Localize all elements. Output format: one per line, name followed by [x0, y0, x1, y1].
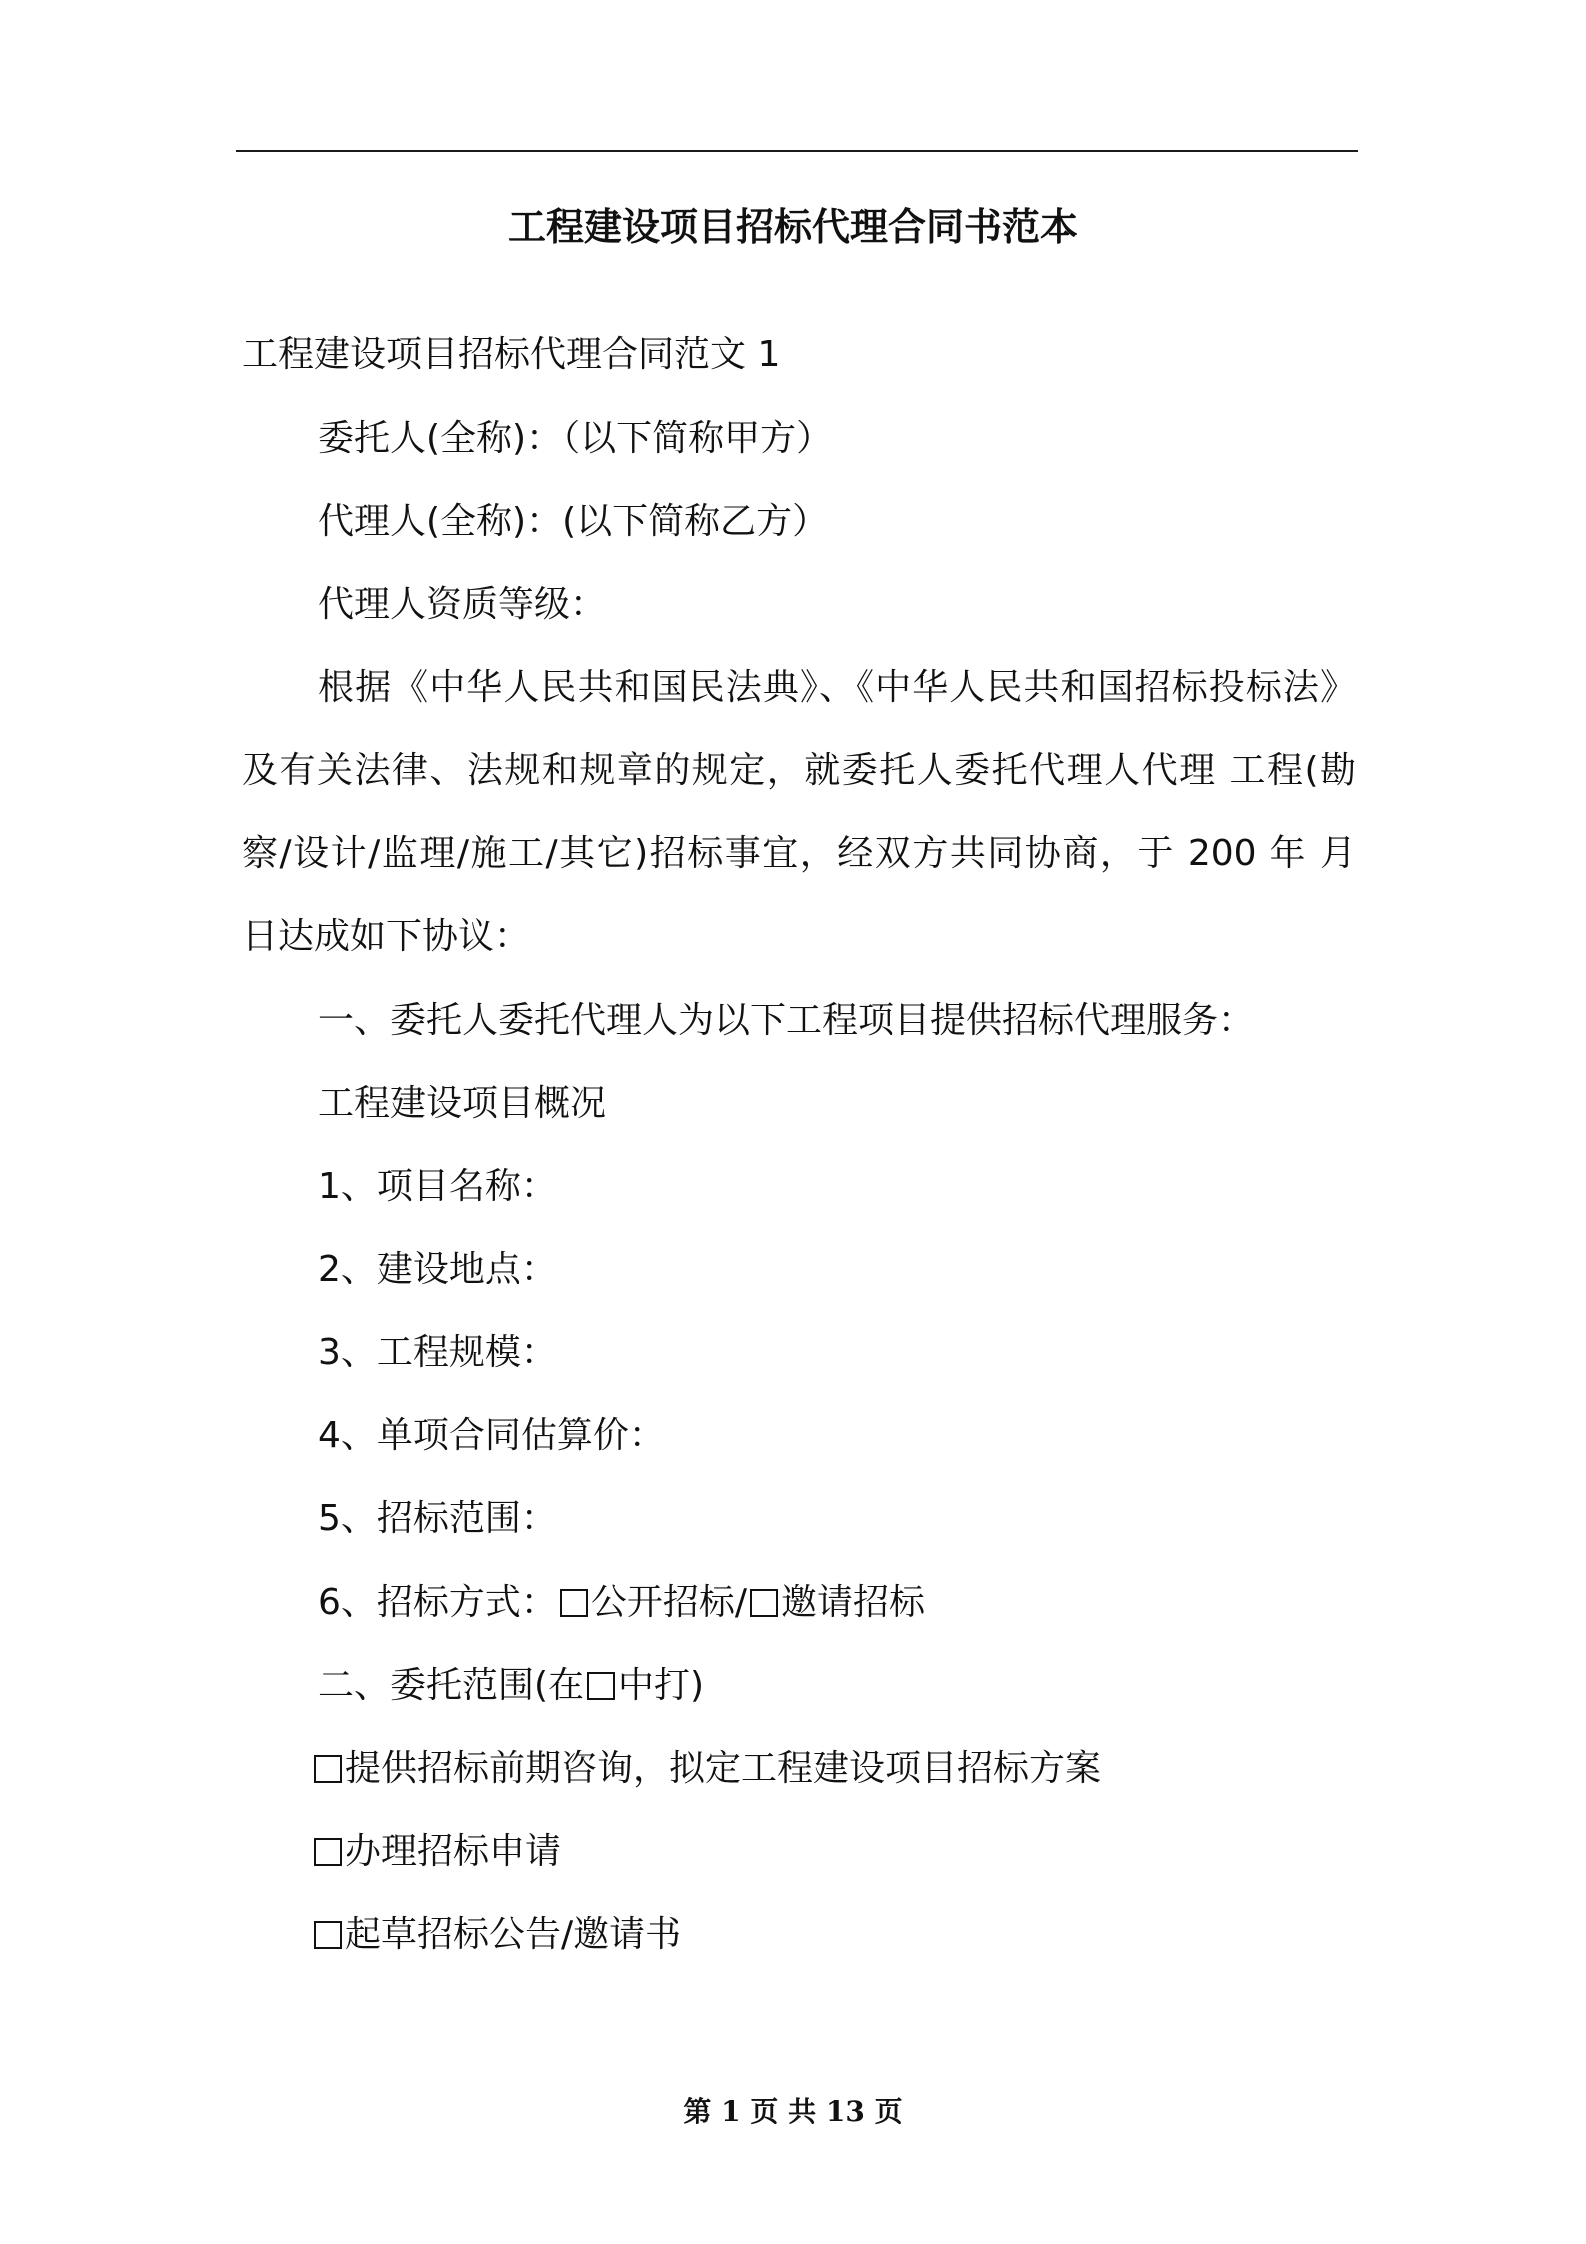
- announcement-checkbox[interactable]: [314, 1921, 342, 1949]
- paragraph-line-1: 根据《中华人民共和国民法典》、《中华人民共和国招标投标法》: [318, 667, 1356, 708]
- consulting-checkbox[interactable]: [314, 1755, 342, 1783]
- document-title: 工程建设项目招标代理合同书范本: [507, 205, 1078, 249]
- scope-item-announcement: [314, 1910, 681, 1960]
- scope-item-consulting: [314, 1744, 1101, 1794]
- section-2-prefix: 二、委托范围(在: [318, 1665, 585, 1706]
- document-subtitle: 工程建设项目招标代理合同范文 1: [242, 334, 781, 375]
- open-tender-checkbox[interactable]: [560, 1589, 588, 1617]
- item-estimated-price: 4、单项合同估算价：: [318, 1415, 665, 1456]
- item-tender-scope: 5、招标范围：: [318, 1498, 557, 1539]
- item-project-name: 1、项目名称：: [318, 1166, 557, 1207]
- item-tender-method: [318, 1578, 925, 1628]
- item-construction-site: 2、建设地点：: [318, 1249, 557, 1290]
- paragraph-line-2: 及有关法律、法规和规章的规定，就委托人委托代理人代理 工程(勘: [242, 750, 1356, 791]
- application-checkbox[interactable]: [314, 1838, 342, 1866]
- client-line: 委托人(全称)：（以下简称甲方）: [318, 418, 833, 459]
- section-2-suffix: 中打): [618, 1665, 705, 1706]
- item-project-scale: 3、工程规模：: [318, 1332, 557, 1373]
- consulting-label: 提供招标前期咨询，拟定工程建设项目招标方案: [345, 1748, 1102, 1789]
- invited-tender-checkbox[interactable]: [750, 1589, 778, 1617]
- scope-item-application: [314, 1827, 561, 1877]
- example-checkbox: [587, 1672, 615, 1700]
- agent-qualification-line: 代理人资质等级：: [318, 584, 607, 625]
- section-1-heading: 一、委托人委托代理人为以下工程项目提供招标代理服务：: [318, 1000, 1255, 1041]
- invited-tender-label: 邀请招标: [781, 1582, 926, 1623]
- agent-line: 代理人(全称)：(以下简称乙方）: [318, 501, 829, 542]
- paragraph-line-4: 日达成如下协议：: [242, 916, 531, 957]
- page-number-footer: 第 1 页 共 13 页: [683, 2095, 903, 2128]
- application-label: 办理招标申请: [345, 1831, 562, 1872]
- announcement-label: 起草招标公告/邀请书: [345, 1914, 682, 1955]
- header-rule: [236, 150, 1358, 152]
- section-2-heading: [318, 1661, 704, 1711]
- open-tender-label: 公开招标/: [590, 1582, 748, 1623]
- paragraph-line-3: 察/设计/监理/施工/其它)招标事宜，经双方共同协商，于 200 年 月: [242, 833, 1356, 874]
- tender-method-label: 6、招标方式：: [318, 1582, 557, 1623]
- project-overview-heading: 工程建设项目概况: [318, 1083, 607, 1124]
